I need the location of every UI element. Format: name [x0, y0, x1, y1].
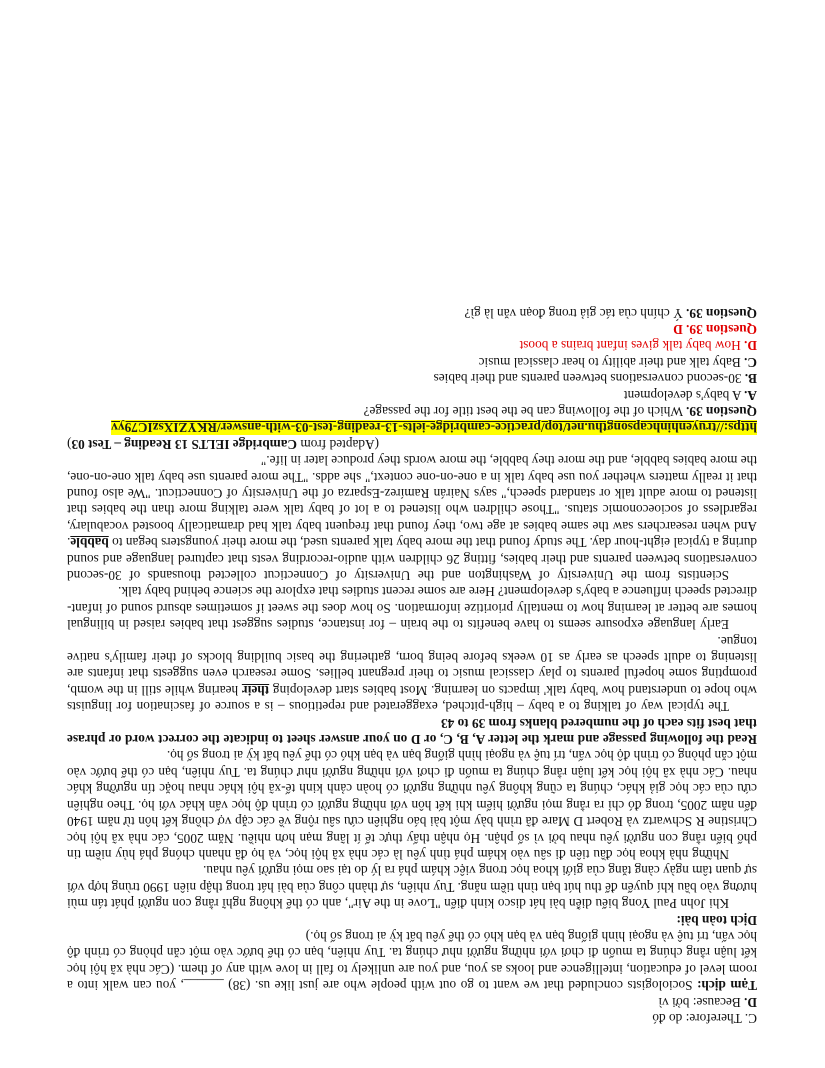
question-39-answer: Question 39. D	[673, 321, 757, 337]
question-39-stem	[67, 403, 757, 419]
option-d-text-q39: How baby talk gives infant brains a boost	[519, 338, 745, 354]
translation-q38	[67, 928, 757, 994]
question-39-option-c	[67, 353, 757, 369]
question-39-option-d	[67, 337, 757, 353]
option-d-because	[67, 993, 757, 1009]
option-d-label: D.	[744, 994, 757, 1010]
source-title: Cambridge IELTS 13 Reading – Test 03	[71, 436, 298, 452]
passage-p1-part-a: The typical way of talking to a baby – high-pitched, exaggerated and repetitious – is a source of fascination for linguists who hope to understand how 'baby talk' impacts on learning. Most babies start developing	[67, 682, 757, 715]
option-d-label-q39: D.	[744, 338, 757, 354]
question-39-vi-text: Ý chính của tác giả trong đoạn văn là gì?	[464, 305, 687, 321]
question-39-option-a	[67, 386, 757, 402]
option-c-therefore: C. Therefore: do đó	[652, 1011, 757, 1026]
question-39-option-b	[67, 370, 757, 386]
instruction-text: Read the following passage and mark the letter A, B, C, or D on your answer sheet to indicate the correct word or phrase that best fits each of the numbered blanks from 39 to 43	[67, 715, 757, 748]
question-39-text: Which of the following can be the best title for the passage?	[363, 403, 687, 419]
option-b-text: 30-second conversations between parents and their babies	[433, 371, 745, 387]
source-citation	[67, 435, 757, 451]
reference-link-line	[67, 419, 757, 435]
translation-q38-text: Sociologists concluded that we want to go out with people who are just like us. (38) ______, you can walk into a room level of education, intelligence and looks as you, and you are unlikely to fall in love with any of them. (Các nhà xã hội học kết luận rằng chúng ta muốn đi chơi với những người như chúng ta. Tuy nhiên, bạn có thể bước vào một căn phòng có trình độ học vấn, trí tuệ và ngoại hình giống bạn và bạn khó có thể yêu bất kỳ ai trong số họ.)	[67, 928, 757, 994]
passage-paragraph-3	[67, 452, 757, 583]
source-suffix: )	[67, 436, 72, 452]
option-a-text: A baby's development	[623, 387, 745, 403]
reference-link[interactable]: https://truyenhinhcapsongthu.net/top/practice-cambridge-ielts-13-reading-test-03-with-answer/RKYZIXszIC79yv	[111, 420, 757, 436]
passage-paragraph-1	[67, 632, 757, 714]
passage-p3-part-b: . And when researchers saw the same babies at age two, they found that frequent baby talk had dramatically boosted vocabulary, regardless of socioeconomic status. "Those children who listened to a lot of baby talk were talking more than the babies that listened to more adult talk or standard speech," says Nairán Ramírez-Esparza of the University of Connecticut. "We also found that it really matters whether you use baby talk in a one-on-one context," she adds. "The more parents use baby talk one-on-one, the more babies babble, and the more they babble, the more words they produce later in life."	[67, 453, 757, 551]
option-a-label: A.	[744, 387, 757, 403]
passage-p1-part-b: hearing while still in the womb, prompting some hopeful parents to play classical music to their pregnant bellies. Some research even suggests that infants are listening to adult speech as early as 10 weeks before being born, gathering the basic building blocks of their family's native tongue.	[67, 633, 757, 698]
full-translation-paragraph-2: Những nhà khoa học đầu tiên đi sâu vào khám phá tình yêu là các nhà xã hội học, và họ đã nhanh chóng phá hủy niềm tin phổ biến rằng con người yêu nhau bởi vì số phận. Họ nhận thấy thực tế ít lãng mạn hơn nhiều. Năm 2005, các nhà xã hội học Christine R Schwartz và Robert D Mare đã trình bày một bài báo nghiên cứu sâu rộng về các cặp vợ chồng kết hôn từ năm 1940 đến năm 2005, trong đó chỉ ra rằng mọi người hiếm khi kết hôn với những người có trình độ học vấn khác với họ. Theo nghiên cứu của các học giả khác, chúng ta cũng không yêu những người có hoàn cảnh kinh tế-xã hội khác nhau hoặc tín ngưỡng khác nhau. Các nhà xã hội học kết luận rằng chúng ta muốn đi chơi với những người như chúng ta. Tuy nhiên, bạn có thể bước vào một căn phòng có trình độ học vấn, trí tuệ và ngoại hình giống bạn và bạn khó có thể yêu bất kỳ ai trong số họ.	[67, 748, 757, 862]
option-d-text: Because: bởi vì	[658, 994, 745, 1010]
question-39-vietnamese	[67, 304, 757, 320]
option-b-label: B.	[744, 371, 757, 387]
passage-paragraph-2: Early language exposure seems to have benefits to the brain – for instance, studies suggest that babies raised in bilingual homes are better at learning how to mentally prioritize information. So how does the sweet if sometimes absurd sound of infant-directed speech influence a baby's development? Here are some recent studies that explore the science behind baby talk.	[67, 584, 757, 633]
question-39-label: Question 39.	[686, 403, 757, 419]
document-content	[67, 304, 757, 1026]
question-39-vi-label: Question 39.	[686, 305, 757, 321]
passage-p1-their: their	[241, 682, 270, 698]
passage-p3-part-a: Scientists from the University of Washington and the University of Connecticut collected thousands of 30-second conversations between parents and their babies, fitting 26 children with audio-recording vests that captured language and sound during a typical eight-hour day. The study found that the more baby talk parents used, the more their youngsters began to	[67, 535, 757, 584]
option-c-label: C.	[744, 354, 757, 370]
source-prefix: (Adapted from	[297, 436, 380, 452]
option-c-text: Baby talk and their ability to hear classical music	[478, 354, 745, 370]
full-translation-heading: Dịch toàn bài:	[676, 912, 757, 928]
translation-q38-label: Tạm dịch:	[697, 978, 757, 994]
passage-p3-babble: babble	[70, 535, 109, 551]
full-translation-paragraph-1: Khi John Paul Yong biểu diễn bài hát disco kinh điển "Love in the Air", anh có thể không nghĩ rằng con người phát tán mùi hương vào bầu khí quyển để thu hút bạn tình tiềm năng. Tuy nhiên, sự thành công của bài hát trong thập niên 1990 trùng hợp với sự quan tâm ngày càng tăng của giới khoa học trong việc khám phá ra lý do tại sao mọi người yêu nhau.	[67, 863, 757, 912]
